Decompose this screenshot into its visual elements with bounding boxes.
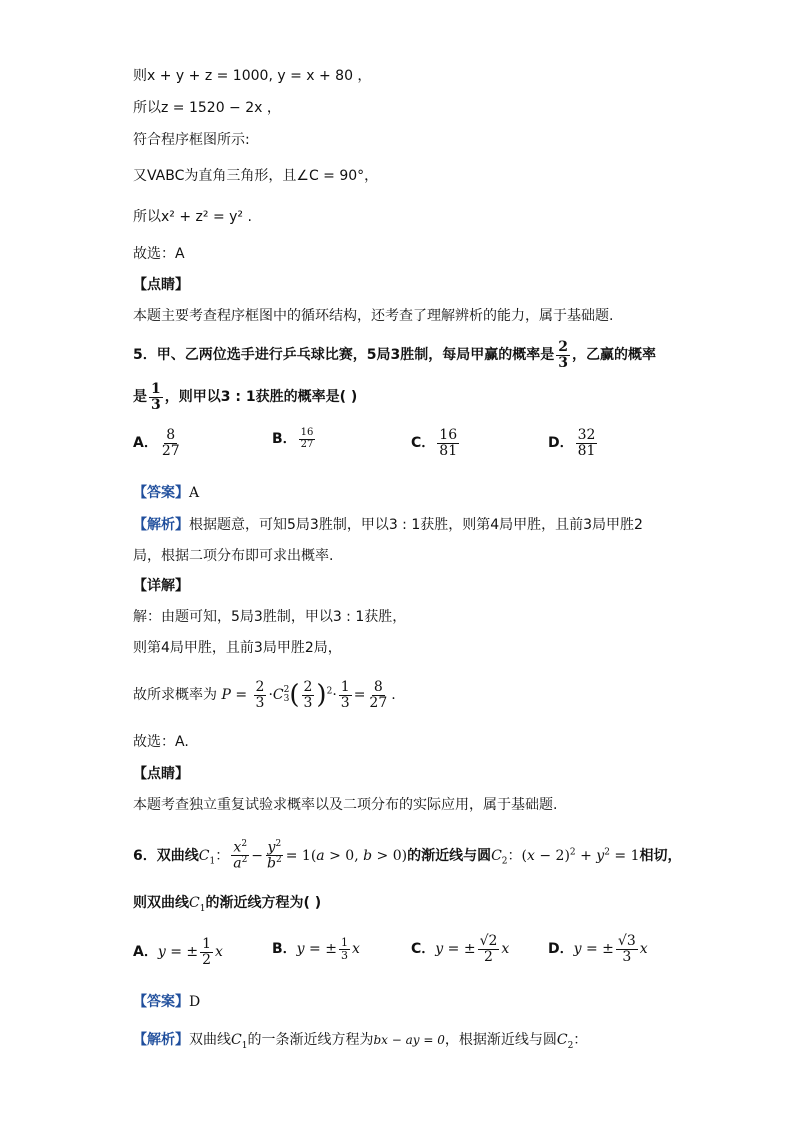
line-1: 则x + y + z = 1000, y = x + 80 ， [133, 68, 372, 84]
q5-option-b: B． $\frac{16}{27}$ [272, 427, 314, 450]
comment-tag: 【点睛】 [133, 277, 189, 293]
q5-comment-tag: 【点睛】 [133, 766, 189, 782]
q5-option-d: D． $\frac{32}{81}$ [548, 427, 596, 459]
line-6: 故选：A [133, 246, 185, 262]
q5-comment: 本题考查独立重复试验求概率以及二项分布的实际应用，属于基础题. [133, 797, 558, 813]
q6-option-d: D．y = ± $\frac{√3}{3}$ x [548, 933, 648, 965]
q6-stem-line2: 则双曲线$C_1$的渐近线方程为( ) [133, 895, 322, 914]
q5-p-fraction: $\frac{2}{3}$ [558, 339, 568, 371]
line-8: 本题主要考查程序框图中的循环结构，还考查了理解辨析的能力，属于基础题. [133, 308, 614, 324]
q5-option-c: C． $\frac{16}{81}$ [411, 427, 458, 459]
line-5: 所以x² + z² = y² . [133, 209, 252, 225]
q6-stem-line1: 6．双曲线$C_1$： $\frac{x^2}{a^2}$ − $\frac{y^2}{b^2}$ = 1(a > 0, b > 0)的渐近线与圆$C_2$：$(x - 2)^2 + y^2 = 1$相切， [133, 839, 682, 872]
q5-detail-2: 则第4局甲胜，且前3局甲胜2局， [133, 640, 342, 656]
line-2: 所以z = 1520 − 2x ， [133, 100, 281, 116]
q5-answer: 【答案】A [133, 485, 200, 501]
q5-stem-line2: 是 $\frac{1}{3}$ ，则甲以3 : 1获胜的概率是( ) [133, 381, 358, 413]
q5-detail-3: 故所求概率为 P = $\frac{2}{3}$ ·C 2 3 ( $\frac{2}{3}$ )$^2$· $\frac{1}{3}$ = $\frac{8}{27}$ . [133, 679, 396, 711]
q5-analysis-2: 局，根据二项分布即可求出概率. [133, 548, 334, 564]
q5-stem-line1: 5．甲、乙两位选手进行乒乓球比赛，5局3胜制，每局甲赢的概率是 $\frac{2}{3}$ ，乙赢的概率 [133, 339, 656, 371]
q5-detail-1: 解：由题可知，5局3胜制，甲以3 : 1获胜， [133, 609, 407, 625]
q6-answer: 【答案】D [133, 994, 201, 1010]
line-4: 又VABC为直角三角形，且∠C = 90°， [133, 168, 379, 184]
q6-analysis: 【解析】双曲线$C_1$的一条渐近线方程为bx − ay = 0，根据渐近线与圆$C_2$： [133, 1032, 588, 1051]
q5-q-fraction: $\frac{1}{3}$ [151, 381, 161, 413]
q6-option-c: C．y = ± $\frac{√2}{2}$ x [411, 933, 510, 965]
line-3: 符合程序框图所示: [133, 132, 250, 148]
q5-choose: 故选：A. [133, 734, 189, 750]
q5-option-a: A． $\frac{8}{27}$ [133, 427, 180, 459]
q5-analysis-1: 【解析】根据题意，可知5局3胜制，甲以3 : 1获胜，则第4局甲胜，且前3局甲胜2 [133, 517, 643, 533]
q6-option-b: B．y = ± $\frac{1}{3}$ x [272, 936, 360, 962]
q5-detail-tag: 【详解】 [133, 578, 189, 594]
q6-option-a: A．y = ± $\frac{1}{2}$ x [133, 936, 223, 968]
